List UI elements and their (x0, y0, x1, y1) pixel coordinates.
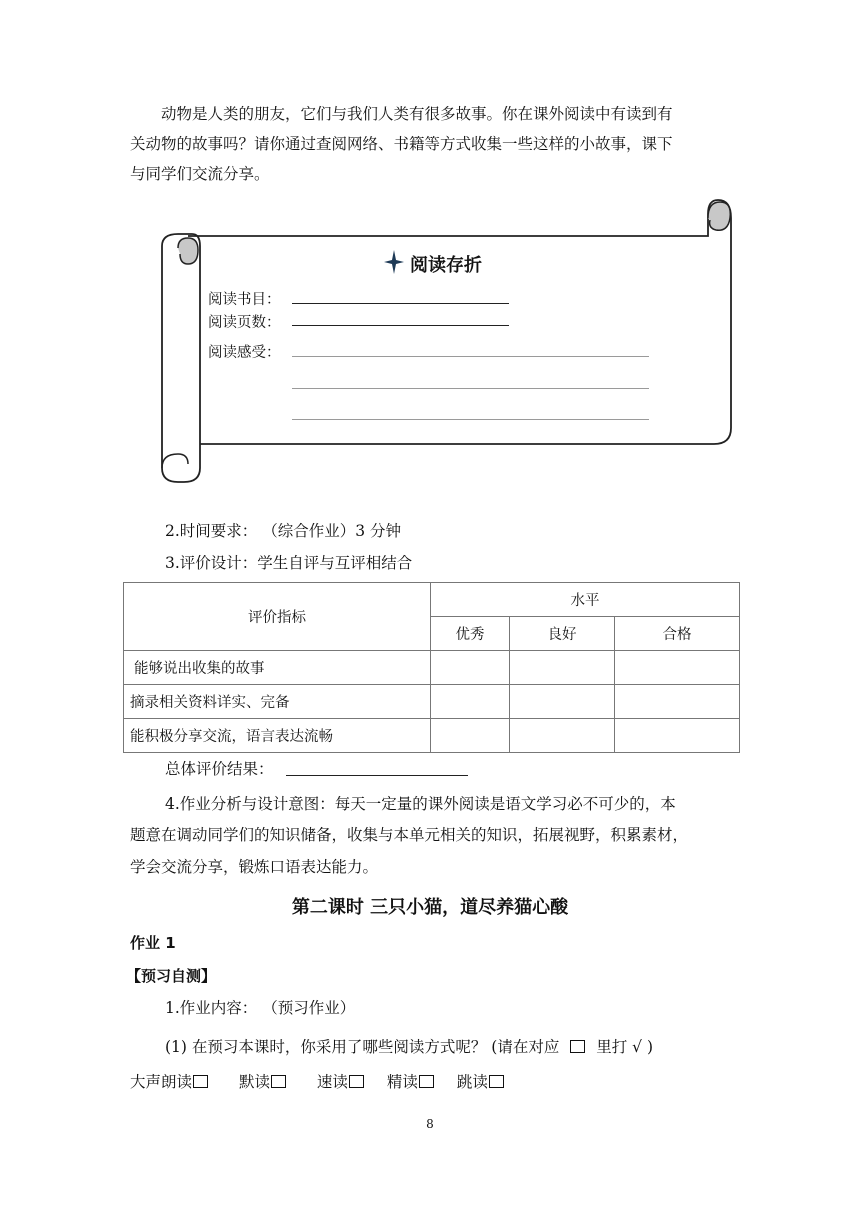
book-blank[interactable] (292, 303, 509, 304)
rating-cell[interactable] (431, 685, 510, 719)
method-intensive-reading: 精读 (386, 1073, 418, 1091)
rating-cell[interactable] (431, 719, 510, 753)
time-requirement: 2.时间要求： （综合作业）3 分钟 (165, 522, 402, 540)
table-row (124, 651, 740, 685)
level-pass: 合格 (615, 617, 740, 651)
indicator-header: 评价指标 (124, 583, 431, 651)
overall-result-label: 总体评价结果： (165, 760, 274, 778)
question-line (165, 1032, 653, 1062)
homework-content: 1.作业内容： （预习作业） (165, 999, 356, 1017)
method-skim-reading: 跳读 (456, 1073, 488, 1091)
lesson-title: 第二课时 三只小猫，道尽养猫心酸 (291, 897, 569, 918)
feeling-line[interactable] (292, 388, 649, 389)
evaluation-table (123, 582, 740, 753)
method-checkbox[interactable] (349, 1075, 364, 1088)
rating-cell[interactable] (510, 719, 615, 753)
rating-cell[interactable] (431, 651, 510, 685)
pages-blank[interactable] (292, 325, 509, 326)
rating-cell[interactable] (510, 651, 615, 685)
rating-cell[interactable] (615, 719, 740, 753)
method-checkbox[interactable] (419, 1075, 434, 1088)
question-text: (1) 在预习本课时，你采用了哪些阅读方式呢？ (请在对应 (165, 1038, 560, 1056)
overall-result-blank[interactable] (286, 775, 468, 776)
analysis-line: 题意在调动同学们的知识储备，收集与本单元相关的知识，拓展视野，积累素材， (130, 826, 689, 844)
level-good: 良好 (510, 617, 615, 651)
method-speed-reading: 速读 (316, 1073, 348, 1091)
card-title: 阅读存折 (410, 255, 482, 276)
table-row (124, 719, 740, 753)
feeling-line[interactable] (292, 356, 649, 357)
evaluation-design: 3.评价设计：学生自评与互评相结合 (165, 554, 413, 572)
method-checkbox[interactable] (271, 1075, 286, 1088)
rating-cell[interactable] (615, 651, 740, 685)
method-checkbox[interactable] (489, 1075, 504, 1088)
method-checkbox[interactable] (193, 1075, 208, 1088)
page-number: 8 (426, 1117, 434, 1131)
homework-title: 作业 1 (130, 934, 176, 952)
method-silent-reading: 默读 (238, 1073, 270, 1091)
indicator-cell: 能够说出收集的故事 (124, 651, 431, 685)
pages-label: 阅读页数： (208, 315, 281, 331)
indicator-cell: 摘录相关资料详实、完备 (124, 685, 431, 719)
rating-cell[interactable] (615, 685, 740, 719)
intro-paragraph (130, 99, 742, 129)
feeling-line[interactable] (292, 419, 649, 420)
rating-cell[interactable] (510, 685, 615, 719)
preview-section-title: 【预习自测】 (126, 967, 217, 985)
method-loud-reading: 大声朗读 (130, 1073, 193, 1091)
analysis-line: 4.作业分析与设计意图：每天一定量的课外阅读是语文学习必不可少的，本 (165, 795, 676, 813)
level-excellent: 优秀 (431, 617, 510, 651)
example-checkbox (570, 1040, 585, 1053)
table-row (124, 685, 740, 719)
level-header: 水平 (431, 583, 740, 617)
star-icon (384, 250, 404, 274)
analysis-line: 学会交流分享，锻炼口语表达能力。 (130, 858, 379, 876)
question-suffix: 里打 √ ) (596, 1038, 654, 1056)
intro-line: 动物是人类的朋友，它们与我们人类有很多故事。你在课外阅读中有读到有 (161, 105, 673, 123)
indicator-cell: 能积极分享交流，语言表达流畅 (124, 719, 431, 753)
feeling-label: 阅读感受： (208, 345, 281, 361)
book-label: 阅读书目： (208, 292, 281, 308)
intro-line: 与同学们交流分享。 (130, 165, 270, 183)
intro-line: 关动物的故事吗？请你通过查阅网络、书籍等方式收集一些这样的小故事，课下 (130, 135, 673, 153)
reading-method-list (130, 1067, 504, 1097)
